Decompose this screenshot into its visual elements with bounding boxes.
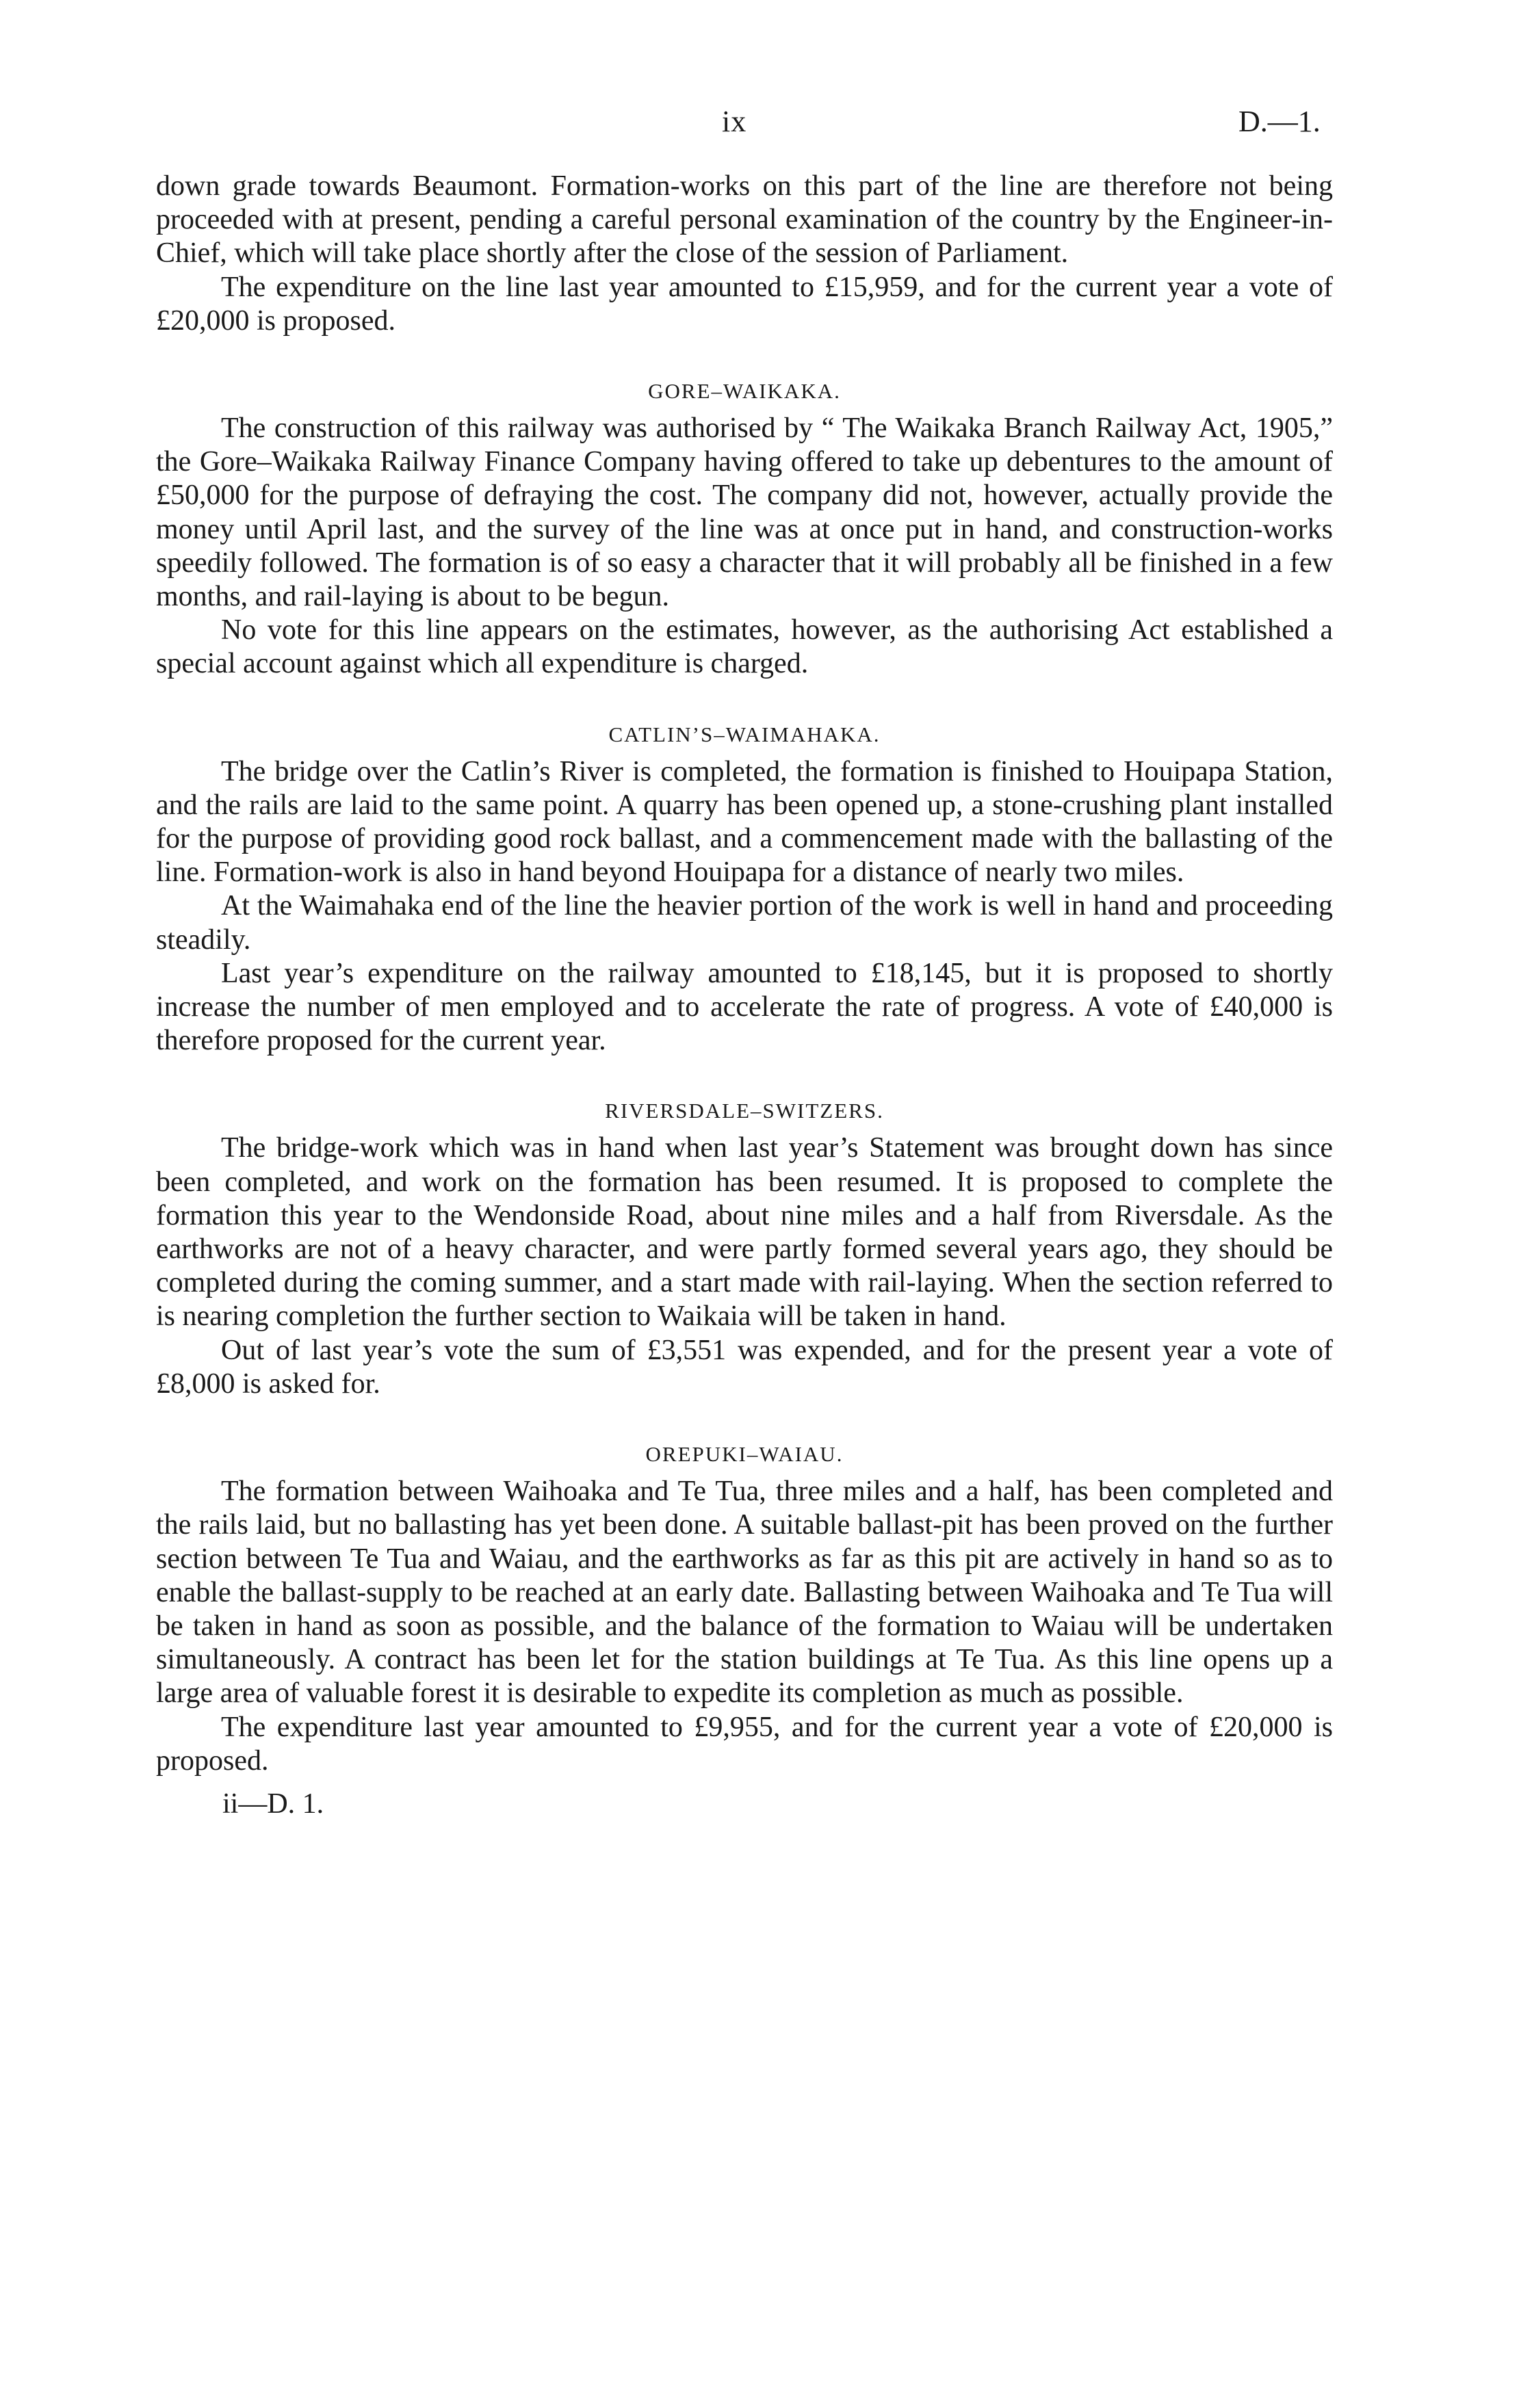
page-body <box>156 170 1333 1821</box>
body-paragraph: down grade towards Beaumont. Formation-works on this part of the line are therefore not being proceeded with at present, pending a careful personal examination of the country by the Engineer-in-Chief, which will take place shortly after the close of the session of Parliament. <box>156 170 1333 270</box>
body-paragraph: The construction of this railway was authorised by “ The Waikaka Branch Railway Act, 1905,” the Gore–Waikaka Railway Finance Company having offered to take up debentures to the amount of £50,000 for the purpose of defraying the cost. The company did not, however, actually provide the money until April last, and the survey of the line was at once put in hand, and construction-works speedily followed. The formation is of so easy a character that it will probably all be finished in a few months, and rail-laying is about to be begun. <box>156 413 1333 613</box>
body-paragraph: At the Waimahaka end of the line the heavier portion of the work is well in hand and proceeding steadily. <box>156 890 1333 956</box>
body-paragraph: Out of last year’s vote the sum of £3,551 was expended, and for the present year a vote of £8,000 is asked for. <box>156 1334 1333 1400</box>
section-catlins-waimahaka <box>156 721 1333 1058</box>
body-paragraph: The formation between Waihoaka and Te Tua, three miles and a half, has been completed and the rails laid, but no ballasting has yet been done. A suitable ballast-pit has been proved on the further section between Te Tua and Waiau, and the earthworks as far as this pit are actively in hand so as to enable the ballast-supply to be reached at an early date. Ballasting between Waihoaka and Te Tua will be taken in hand as soon as possible, and the balance of the formation to Waiau will be undertaken simultaneously. A contract has been let for the station buildings at Te Tua. As this line opens up a large area of valuable forest it is desirable to expedite its completion as much as possible. <box>156 1476 1333 1710</box>
body-paragraph: The expenditure on the line last year amounted to £15,959, and for the current year a vote of £20,000 is proposed. <box>156 271 1333 337</box>
document-reference: D.—1. <box>1238 105 1321 138</box>
body-paragraph: The expenditure last year amounted to £9,955, and for the current year a vote of £20,000 is proposed. <box>156 1711 1333 1777</box>
body-paragraph: The bridge over the Catlin’s River is completed, the formation is finished to Houipapa Station, and the rails are laid to the same point. A quarry has been opened up, a stone-crushing plant installed for the purpose of providing good rock ballast, and a commencement made with the ballasting of the line. Formation-work is also in hand beyond Houipapa for a distance of nearly two miles. <box>156 755 1333 889</box>
section-heading: CATLIN’S–WAIMAHAKA. <box>608 722 881 746</box>
section-gore-waikaka <box>156 378 1333 681</box>
body-paragraph: The bridge-work which was in hand when last year’s Statement was brought down has since been completed, and work on the formation has been resumed. It is proposed to complete the formation this year to the Wendonside Road, about nine miles and a half from Riversdale. As the earthworks are not of a heavy character, and were partly formed several years ago, they should be completed during the coming summer, and a start made with rail-laying. When the section referred to is nearing completion the further section to Waikaia will be taken in hand. <box>156 1132 1333 1333</box>
section-heading: GORE–WAIKAKA. <box>648 379 841 404</box>
body-paragraph: No vote for this line appears on the estimates, however, as the authorising Act established a special account against which all expenditure is charged. <box>156 614 1333 680</box>
page-number: ix <box>722 105 747 138</box>
body-paragraph: Last year’s expenditure on the railway amounted to £18,145, but it is proposed to shortly increase the number of men employed and to accelerate the rate of progress. A vote of £40,000 is therefore proposed for the current year. <box>156 957 1333 1057</box>
section-riversdale-switzers <box>156 1097 1333 1401</box>
section-heading: RIVERSDALE–SWITZERS. <box>605 1099 884 1123</box>
section-heading: OREPUKI–WAIAU. <box>645 1442 844 1467</box>
signature-mark: ii—D. 1. <box>222 1788 324 1820</box>
section-orepuki-waiau <box>156 1441 1333 1778</box>
